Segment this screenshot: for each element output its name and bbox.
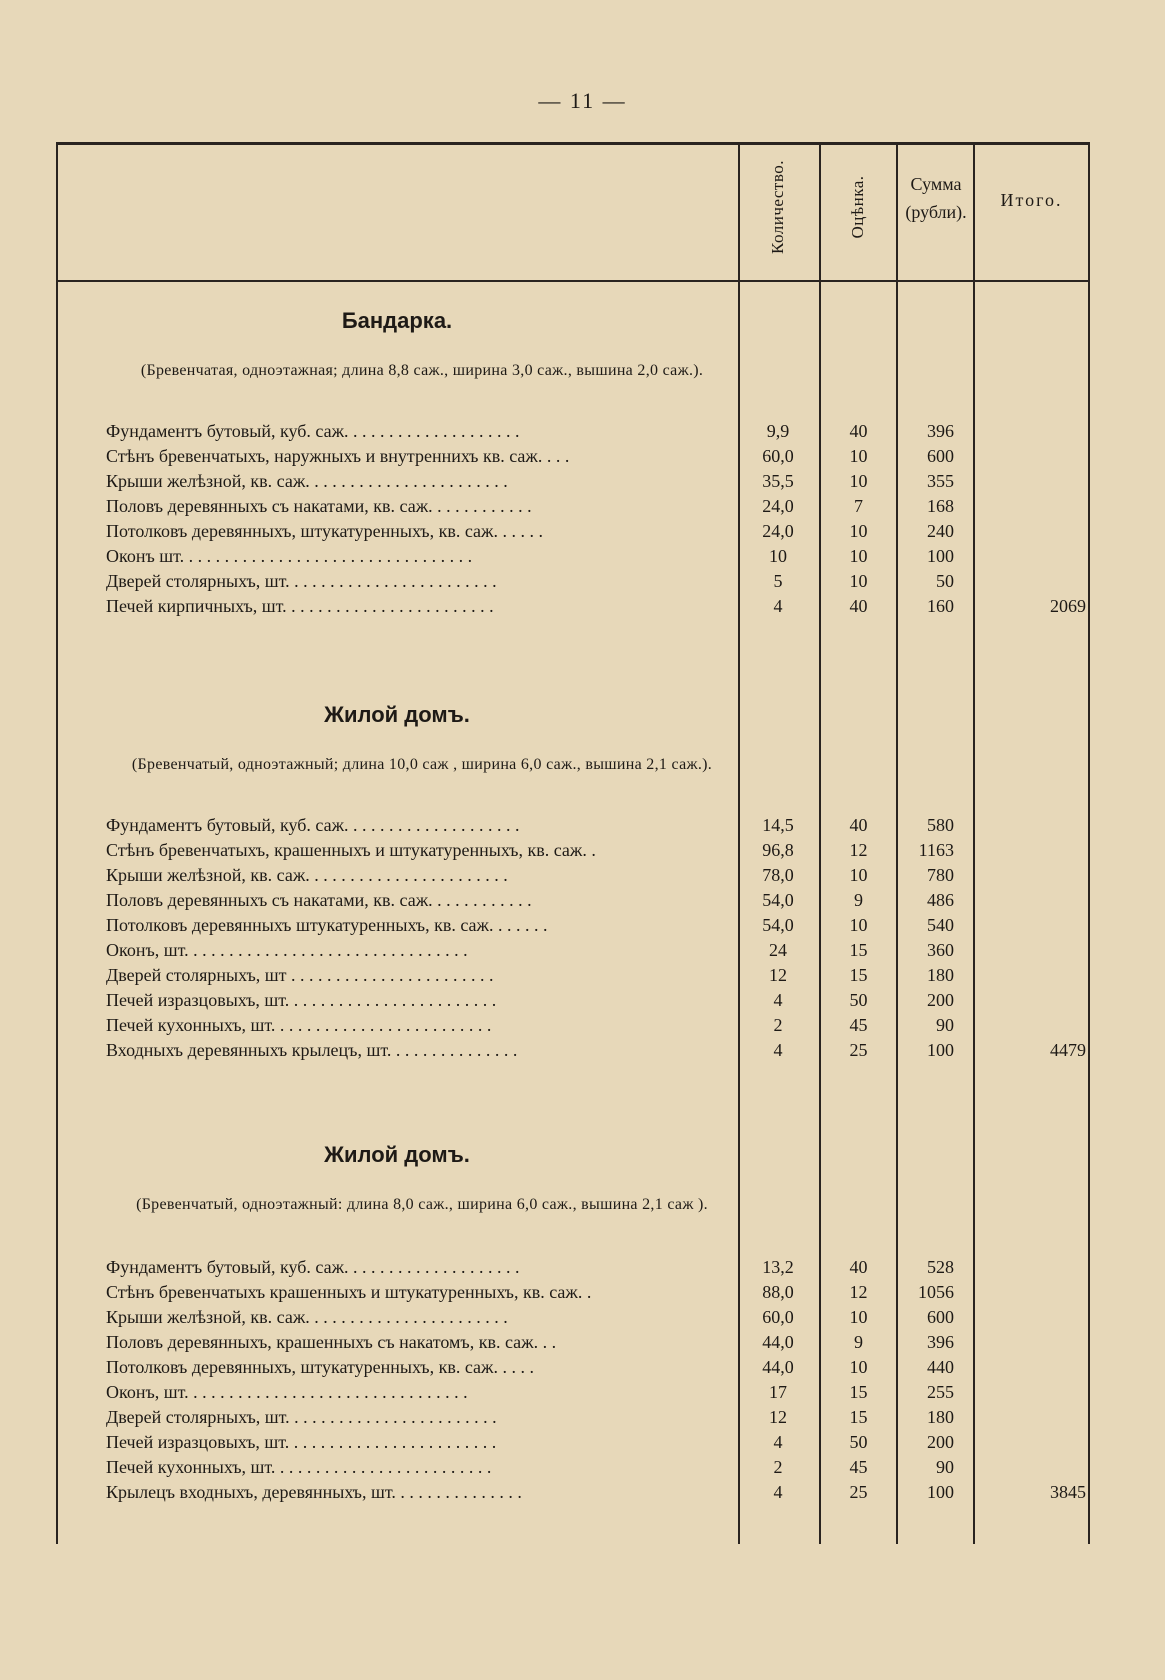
table-row (56, 471, 1090, 496)
row-label: Входныхъ деревянныхъ крылецъ, шт. . . . . . . . . . . . . . . (106, 1040, 518, 1060)
row-label: Печей изразцовыхъ, шт. . . . . . . . . . . . . . . . . . . . . . . . (106, 990, 497, 1010)
table-top-rule (56, 142, 1090, 145)
row-label: Потолковъ деревянныхъ, штукатуренныхъ, кв. саж. . . . . (106, 1357, 534, 1377)
row-sum: 1163 (918, 840, 954, 860)
row-rate: 40 (849, 1257, 868, 1277)
table-row (56, 1040, 1090, 1065)
row-rate: 40 (849, 596, 868, 616)
row-qty: 35,5 (762, 471, 794, 491)
row-rate: 10 (849, 471, 868, 491)
row-label: Стѣнъ бревенчатыхъ, крашенныхъ и штукатуренныхъ, кв. саж. . (106, 840, 596, 860)
section-description: (Бревенчатая, одноэтажная; длина 8,8 саж., ширина 3,0 саж., вышина 2,0 саж.). (140, 362, 704, 379)
row-rate: 15 (849, 1407, 868, 1427)
table-row (56, 815, 1090, 840)
row-rate: 40 (849, 815, 868, 835)
row-rate: 10 (849, 1307, 868, 1327)
row-qty: 2 (773, 1015, 783, 1035)
estimate-table (56, 142, 1090, 1544)
row-sum: 440 (927, 1357, 954, 1377)
row-sum: 528 (927, 1257, 954, 1277)
row-label: Оконъ, шт. . . . . . . . . . . . . . . . . . . . . . . . . . . . . . . . (106, 940, 468, 960)
row-qty: 24,0 (762, 496, 794, 516)
row-rate: 40 (849, 421, 868, 441)
row-label: Стѣнъ бревенчатыхъ, наружныхъ и внутреннихъ кв. саж. . . . (106, 446, 570, 466)
row-sum: 168 (927, 496, 954, 516)
section-title: Бандарка. (341, 308, 453, 333)
row-total: 2069 (1050, 596, 1086, 616)
row-rate: 7 (854, 496, 863, 516)
row-sum: 780 (927, 865, 954, 885)
row-rate: 9 (854, 890, 863, 910)
row-label: Крыши желѣзной, кв. саж. . . . . . . . . . . . . . . . . . . . . . . (106, 471, 508, 491)
table-row (56, 990, 1090, 1015)
table-row (56, 1015, 1090, 1040)
row-rate: 10 (849, 865, 868, 885)
row-sum: 100 (927, 1040, 954, 1060)
row-qty: 54,0 (762, 890, 794, 910)
row-qty: 60,0 (762, 1307, 794, 1327)
row-rate: 50 (849, 1432, 868, 1452)
row-label: Стѣнъ бревенчатыхъ крашенныхъ и штукатуренныхъ, кв. саж. . (106, 1282, 592, 1302)
table-row (56, 1257, 1090, 1282)
row-qty: 17 (769, 1382, 787, 1402)
header-rate: Оцѣнка. (848, 175, 867, 239)
table-row (56, 915, 1090, 940)
row-sum: 486 (927, 890, 954, 910)
row-label: Потолковъ деревянныхъ, штукатуренныхъ, кв. саж. . . . . . (106, 521, 543, 541)
row-rate: 15 (849, 940, 868, 960)
section-description: (Бревенчатый, одноэтажный: длина 8,0 саж., ширина 6,0 саж., вышина 2,1 саж ). (136, 1196, 708, 1213)
row-sum: 1056 (918, 1282, 954, 1302)
row-label: Потолковъ деревянныхъ штукатуренныхъ, кв. саж. . . . . . . (106, 915, 548, 935)
row-label: Оконъ шт. . . . . . . . . . . . . . . . . . . . . . . . . . . . . . . . . (106, 546, 473, 566)
table-row (56, 446, 1090, 471)
row-rate: 50 (849, 990, 868, 1010)
table-row (56, 496, 1090, 521)
row-rate: 25 (849, 1482, 868, 1502)
row-qty: 4 (773, 1040, 783, 1060)
row-rate: 15 (849, 1382, 868, 1402)
table-row (56, 1457, 1090, 1482)
row-label: Крыши желѣзной, кв. саж. . . . . . . . . . . . . . . . . . . . . . . (106, 865, 508, 885)
table-row (56, 1332, 1090, 1357)
table-row (56, 965, 1090, 990)
row-qty: 78,0 (762, 865, 794, 885)
row-sum: 355 (927, 471, 954, 491)
row-label: Дверей столярныхъ, шт . . . . . . . . . . . . . . . . . . . . . . . (106, 965, 494, 985)
row-rate: 45 (849, 1457, 868, 1477)
table-row (56, 421, 1090, 446)
row-label: Дверей столярныхъ, шт. . . . . . . . . . . . . . . . . . . . . . . . (106, 1407, 497, 1427)
row-sum: 90 (936, 1457, 954, 1477)
row-rate: 9 (854, 1332, 863, 1352)
row-qty: 44,0 (762, 1332, 794, 1352)
row-sum: 600 (927, 446, 954, 466)
row-sum: 396 (927, 421, 954, 441)
row-label: Фундаментъ бутовый, куб. саж. . . . . . . . . . . . . . . . . . . . (106, 815, 520, 835)
table-row (56, 1307, 1090, 1332)
row-total: 4479 (1050, 1040, 1086, 1060)
row-qty: 54,0 (762, 915, 794, 935)
table-row (56, 521, 1090, 546)
row-qty: 24 (769, 940, 787, 960)
section-title: Жилой домъ. (324, 1142, 470, 1167)
row-rate: 25 (849, 1040, 868, 1060)
row-label: Печей кирпичныхъ, шт. . . . . . . . . . . . . . . . . . . . . . . . (106, 596, 494, 616)
row-qty: 4 (773, 1482, 783, 1502)
header-sum-line2: (рубли). (905, 202, 967, 222)
row-sum: 100 (927, 1482, 954, 1502)
row-rate: 10 (849, 546, 868, 566)
row-sum: 580 (927, 815, 954, 835)
row-qty: 12 (769, 965, 787, 985)
row-sum: 160 (927, 596, 954, 616)
row-sum: 200 (927, 1432, 954, 1452)
row-sum: 360 (927, 940, 954, 960)
row-qty: 12 (769, 1407, 787, 1427)
table-row (56, 1382, 1090, 1407)
row-label: Фундаментъ бутовый, куб. саж. . . . . . . . . . . . . . . . . . . . (106, 421, 520, 441)
row-qty: 4 (773, 596, 783, 616)
row-sum: 90 (936, 1015, 954, 1035)
header-quantity: Количество. (768, 160, 787, 255)
row-qty: 4 (773, 1432, 783, 1452)
row-total: 3845 (1050, 1482, 1086, 1502)
row-label: Крылецъ входныхъ, деревянныхъ, шт. . . . . . . . . . . . . . . (106, 1482, 522, 1502)
row-label: Половъ деревянныхъ съ накатами, кв. саж. . . . . . . . . . . . (106, 496, 532, 516)
header-sum (898, 170, 974, 226)
row-label: Дверей столярныхъ, шт. . . . . . . . . . . . . . . . . . . . . . . . (106, 571, 497, 591)
row-rate: 10 (849, 521, 868, 541)
row-sum: 540 (927, 915, 954, 935)
table-row (56, 1357, 1090, 1382)
row-sum: 240 (927, 521, 954, 541)
row-qty: 2 (773, 1457, 783, 1477)
table-row (56, 890, 1090, 915)
table-row (56, 865, 1090, 890)
table-row (56, 571, 1090, 596)
row-rate: 45 (849, 1015, 868, 1035)
table-row (56, 840, 1090, 865)
row-qty: 13,2 (762, 1257, 794, 1277)
row-sum: 50 (936, 571, 954, 591)
row-sum: 255 (927, 1382, 954, 1402)
row-label: Печей кухонныхъ, шт. . . . . . . . . . . . . . . . . . . . . . . . . (106, 1457, 492, 1477)
row-sum: 180 (927, 1407, 954, 1427)
header-total: Итого. (1000, 190, 1063, 210)
section-description: (Бревенчатый, одноэтажный; длина 10,0 саж , ширина 6,0 саж., вышина 2,1 саж.). (131, 756, 713, 773)
row-label: Печей кухонныхъ, шт. . . . . . . . . . . . . . . . . . . . . . . . . (106, 1015, 492, 1035)
section-title: Жилой домъ. (324, 702, 470, 727)
row-rate: 10 (849, 446, 868, 466)
page-number: — 11 — (538, 88, 627, 113)
row-label: Фундаментъ бутовый, куб. саж. . . . . . . . . . . . . . . . . . . . (106, 1257, 520, 1277)
table-row (56, 940, 1090, 965)
row-sum: 180 (927, 965, 954, 985)
row-qty: 5 (773, 571, 783, 591)
row-sum: 200 (927, 990, 954, 1010)
row-label: Крыши желѣзной, кв. саж. . . . . . . . . . . . . . . . . . . . . . . (106, 1307, 508, 1327)
row-rate: 15 (849, 965, 868, 985)
table-row (56, 1482, 1090, 1507)
row-qty: 24,0 (762, 521, 794, 541)
row-qty: 9,9 (766, 421, 790, 441)
row-qty: 60,0 (762, 446, 794, 466)
row-sum: 600 (927, 1307, 954, 1327)
header-sum-line1: Сумма (910, 174, 962, 194)
row-qty: 4 (773, 990, 783, 1010)
row-rate: 12 (849, 840, 868, 860)
row-label: Половъ деревянныхъ съ накатами, кв. саж. . . . . . . . . . . . (106, 890, 532, 910)
row-sum: 100 (927, 546, 954, 566)
row-label: Печей изразцовыхъ, шт. . . . . . . . . . . . . . . . . . . . . . . . (106, 1432, 497, 1452)
row-rate: 10 (849, 571, 868, 591)
row-qty: 14,5 (762, 815, 794, 835)
row-rate: 10 (849, 915, 868, 935)
row-label: Оконъ, шт. . . . . . . . . . . . . . . . . . . . . . . . . . . . . . . . (106, 1382, 468, 1402)
row-sum: 396 (927, 1332, 954, 1352)
table-row (56, 1432, 1090, 1457)
table-row (56, 1407, 1090, 1432)
table-row (56, 546, 1090, 571)
row-label: Половъ деревянныхъ, крашенныхъ съ накатомъ, кв. саж. . . (106, 1332, 557, 1352)
row-qty: 88,0 (762, 1282, 794, 1302)
table-row (56, 596, 1090, 621)
row-qty: 96,8 (762, 840, 794, 860)
header-bottom-rule (56, 280, 1090, 282)
row-rate: 12 (849, 1282, 868, 1302)
table-row (56, 1282, 1090, 1307)
row-rate: 10 (849, 1357, 868, 1377)
row-qty: 44,0 (762, 1357, 794, 1377)
row-qty: 10 (769, 546, 787, 566)
